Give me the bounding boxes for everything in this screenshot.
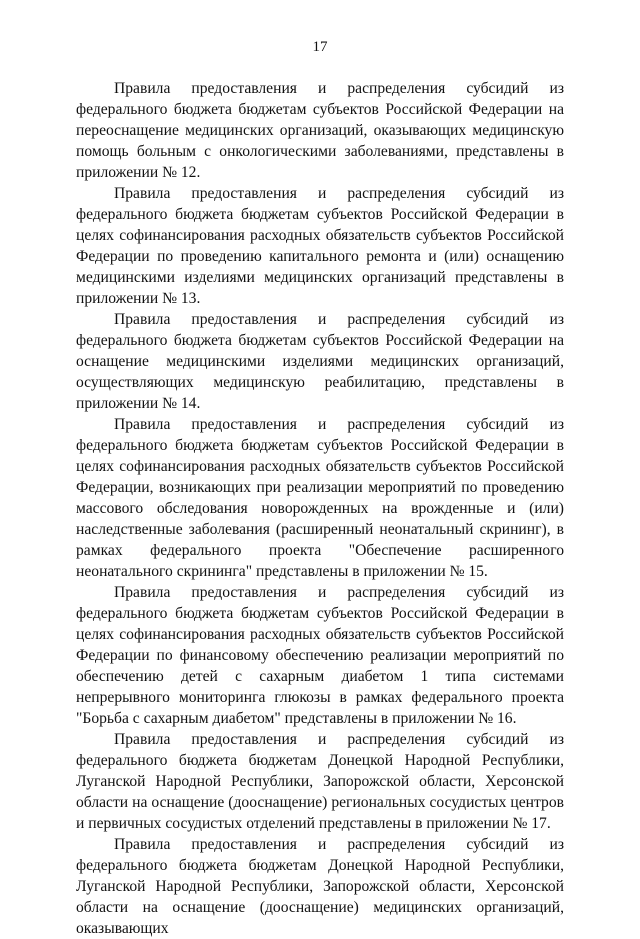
page-number: 17 xyxy=(312,39,328,55)
paragraph: Правила предоставления и распределения субсидий из федерального бюджета бюджетам субъектов Российской Федерации в целях софинансирования расходных обязательств субъектов Российской Федерации по финансовому обеспечению реализации мероприятий по обеспечению детей с сахарным диабетом 1 типа системами непрерывного мониторинга глюкозы в рамках федерального проекта "Борьба с сахарным диабетом" представлены в приложении № 16. xyxy=(76,584,564,727)
paragraph: Правила предоставления и распределения субсидий из федерального бюджета бюджетам субъектов Российской Федерации в целях софинансирования расходных обязательств субъектов Российской Федерации, возникающих при реализации мероприятий по проведению массового обследования новорожденных на врожденные и (или) наследственные заболевания (расширенный неонатальный скрининг), в рамках федерального проекта "Обеспечение расширенного неонатального скрининга" представлены в приложении № 15. xyxy=(76,416,564,580)
document-body xyxy=(76,78,564,939)
paragraph: Правила предоставления и распределения субсидий из федерального бюджета бюджетам субъектов Российской Федерации на оснащение медицинскими изделиями медицинских организаций, осуществляющих медицинскую реабилитацию, представлены в приложении № 14. xyxy=(76,311,564,412)
paragraph: Правила предоставления и распределения субсидий из федерального бюджета бюджетам Донецкой Народной Республики, Луганской Народной Республики, Запорожской области, Херсонской области на оснащение (дооснащение) региональных сосудистых центров и первичных сосудистых отделений представлены в приложении № 17. xyxy=(76,731,564,832)
paragraph: Правила предоставления и распределения субсидий из федерального бюджета бюджетам субъектов Российской Федерации в целях софинансирования расходных обязательств субъектов Российской Федерации по проведению капитального ремонта и (или) оснащению медицинскими изделиями медицинских организаций представлены в приложении № 13. xyxy=(76,185,564,307)
paragraph: Правила предоставления и распределения субсидий из федерального бюджета бюджетам Донецкой Народной Республики, Луганской Народной Республики, Запорожской области, Херсонской области на оснащение (дооснащение) медицинских организаций, оказывающих xyxy=(76,836,564,937)
paragraph: Правила предоставления и распределения субсидий из федерального бюджета бюджетам субъектов Российской Федерации на переоснащение медицинских организаций, оказывающих медицинскую помощь больным с онкологическими заболеваниями, представлены в приложении № 12. xyxy=(76,80,564,181)
